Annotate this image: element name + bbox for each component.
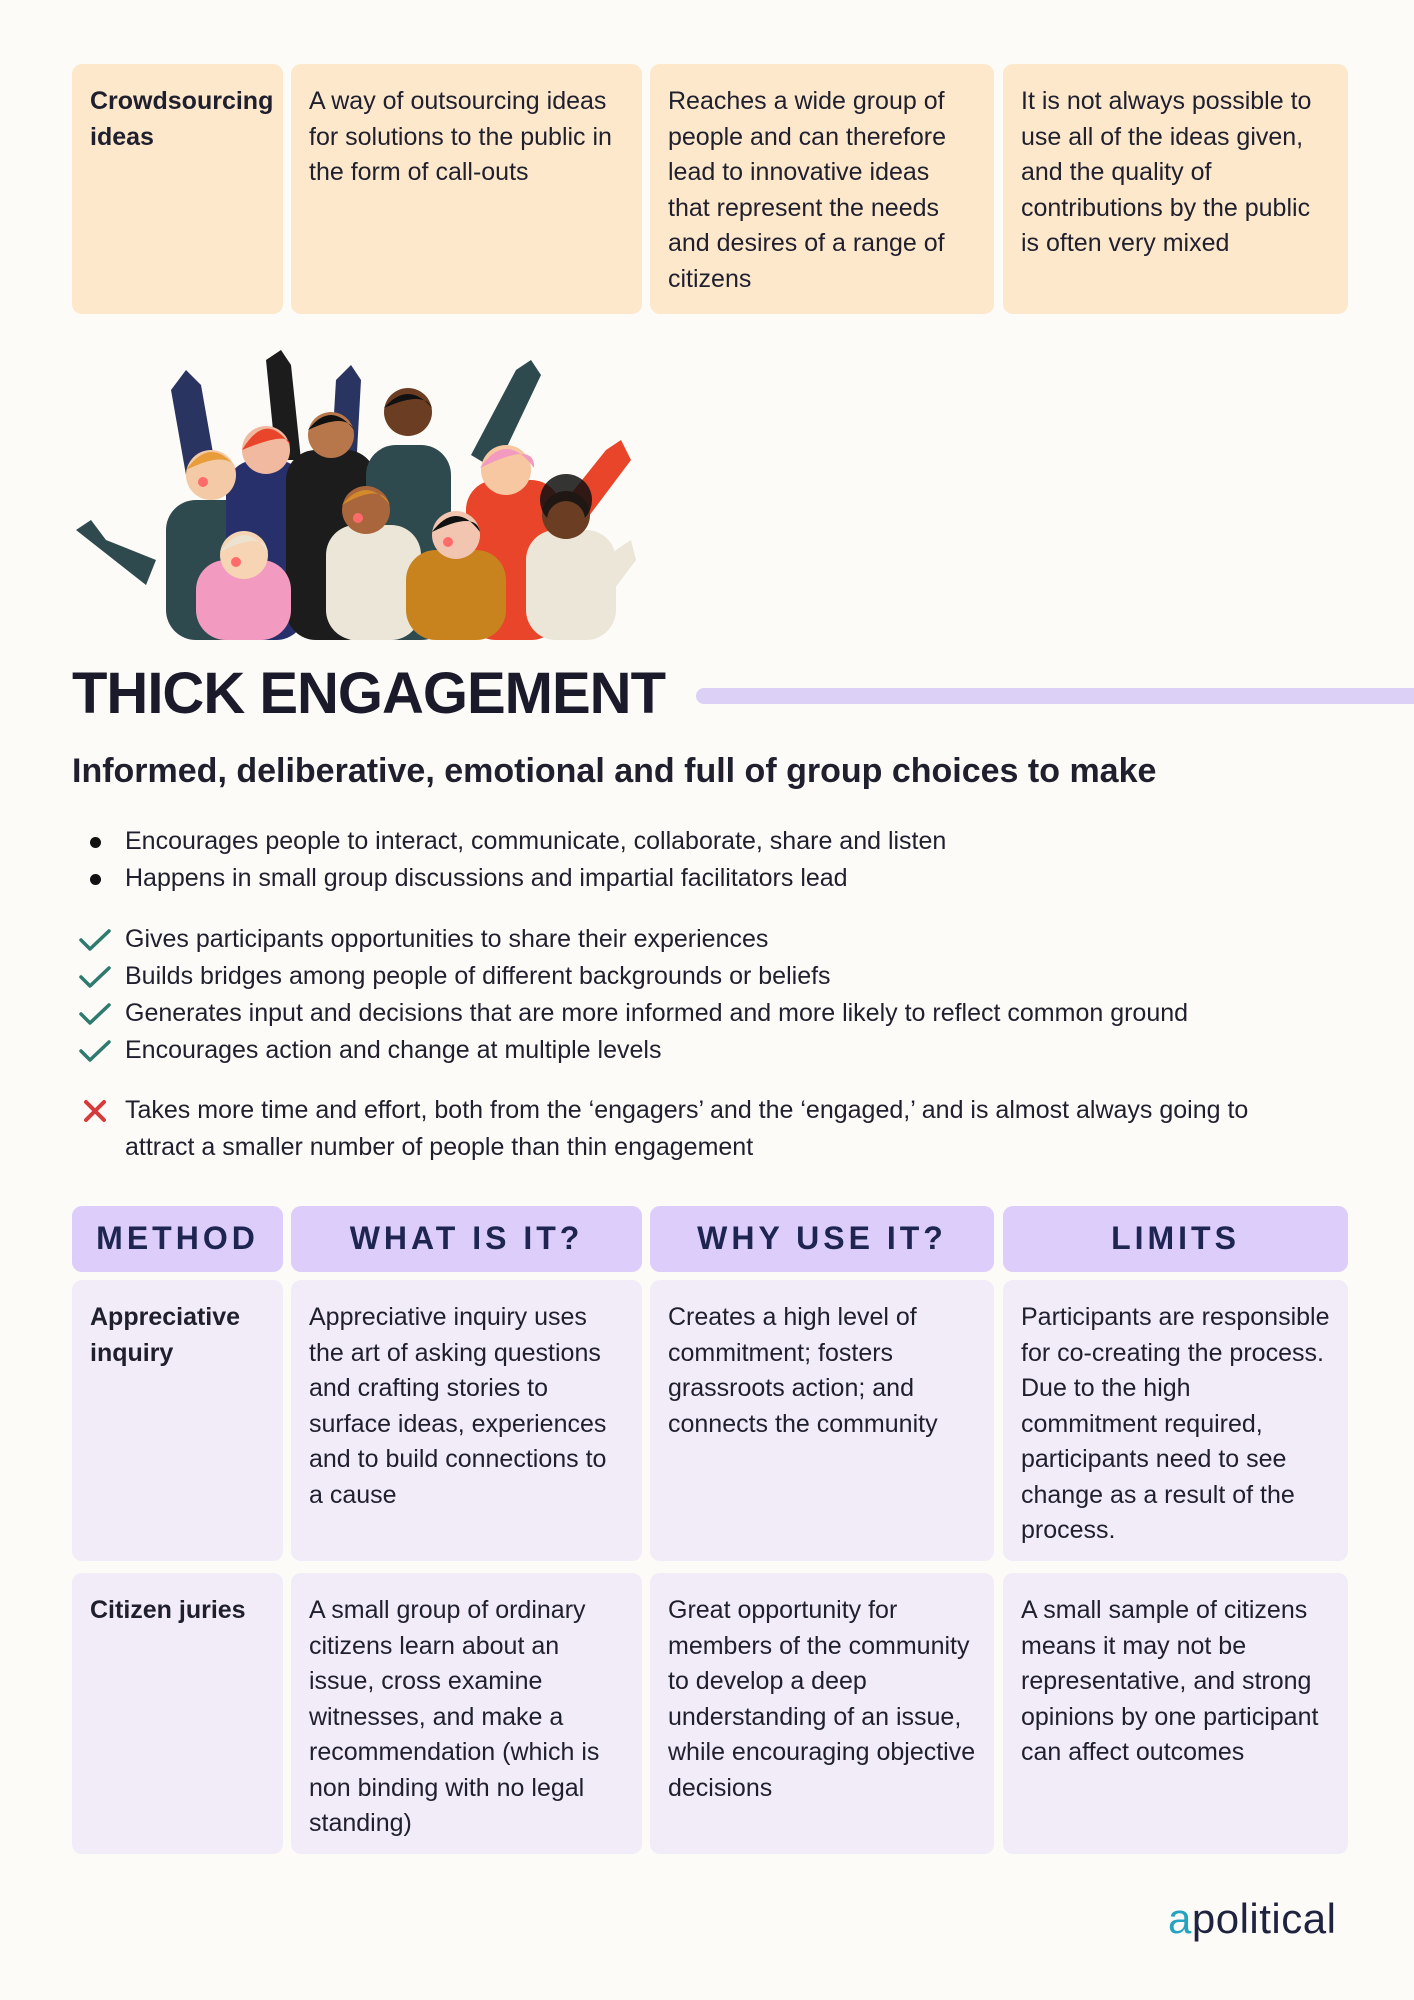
why-cell: [650, 1280, 994, 1561]
method-label: Appreciative inquiry: [90, 1303, 241, 1367]
why-text: Reaches a wide group of people and can therefore lead to innovative ideas that represent the needs and desires of a range of citizens: [668, 87, 946, 293]
cross-icon: [78, 1096, 112, 1126]
list-item: Happens in small group discussions and impartial facilitators lead: [72, 860, 946, 897]
check-icon: [78, 962, 112, 992]
limits-cell: [1003, 1280, 1348, 1561]
method-cell: [72, 64, 283, 314]
check-icon: [78, 1036, 112, 1066]
why-cell: [650, 1573, 994, 1854]
title-accent-bar: [696, 688, 1414, 704]
con-text: Takes more time and effort, both from the ‘engagers’ and the ‘engaged,’ and is almost always going to attract a smaller number of people than thin engagement: [125, 1096, 1249, 1161]
method-label: Citizen juries: [90, 1596, 246, 1624]
what-cell: [291, 1573, 642, 1854]
pro-item: [72, 995, 1188, 1032]
section-title: THICK ENGAGEMENT: [72, 661, 665, 726]
what-cell: [291, 64, 642, 314]
limits-text: Participants are responsible for co-creating the process. Due to the high commitment required, participants need to see change as a result of the process.: [1021, 1303, 1330, 1544]
apolitical-logo: [1168, 1895, 1336, 1943]
method-label: Crowdsourcing ideas: [90, 87, 274, 151]
limits-text: A small sample of citizens means it may not be representative, and strong opinions by one participant can affect outcomes: [1021, 1596, 1319, 1766]
pro-item: [72, 921, 1188, 958]
check-icon: [78, 999, 112, 1029]
what-text: A way of outsourcing ideas for solutions to the public in the form of call-outs: [309, 87, 612, 186]
logo-text: political: [1191, 1895, 1337, 1942]
pro-text: Builds bridges among people of different backgrounds or beliefs: [125, 962, 831, 990]
header-why: WHY USE IT?: [650, 1206, 994, 1272]
pro-text: Generates input and decisions that are more informed and more likely to reflect common ground: [125, 999, 1189, 1027]
method-cell: [72, 1280, 283, 1561]
cons-list: [72, 1092, 1312, 1166]
what-text: Appreciative inquiry uses the art of asking questions and crafting stories to surface ideas, experiences and to build connections to a cause: [309, 1303, 607, 1509]
logo-accent: a: [1168, 1895, 1192, 1942]
crowd-illustration: [76, 350, 644, 640]
why-text: Creates a high level of commitment; fosters grassroots action; and connects the community: [668, 1303, 938, 1438]
limits-text: It is not always possible to use all of the ideas given, and the quality of contributions by the public is often very mixed: [1021, 87, 1312, 257]
pro-item: [72, 1032, 1188, 1069]
why-cell: [650, 64, 994, 314]
header-method: METHOD: [72, 1206, 283, 1272]
limits-cell: [1003, 1573, 1348, 1854]
what-text: A small group of ordinary citizens learn about an issue, cross examine witnesses, and make a recommendation (which is non binding with no legal standing): [309, 1596, 600, 1837]
header-what: WHAT IS IT?: [291, 1206, 642, 1272]
con-item: [72, 1092, 1312, 1166]
section-subtitle: Informed, deliberative, emotional and full of group choices to make: [72, 752, 1157, 790]
bullet-list: [72, 823, 946, 897]
list-item: Encourages people to interact, communicate, collaborate, share and listen: [72, 823, 946, 860]
pro-text: Encourages action and change at multiple levels: [125, 1036, 662, 1064]
pro-item: [72, 958, 1188, 995]
what-cell: [291, 1280, 642, 1561]
pro-text: Gives participants opportunities to share their experiences: [125, 925, 769, 953]
header-limits: LIMITS: [1003, 1206, 1348, 1272]
check-icon: [78, 925, 112, 955]
pros-list: [72, 921, 1188, 1069]
method-cell: [72, 1573, 283, 1854]
limits-cell: [1003, 64, 1348, 314]
why-text: Great opportunity for members of the community to develop a deep understanding of an issue, while encouraging objective decisions: [668, 1596, 976, 1802]
